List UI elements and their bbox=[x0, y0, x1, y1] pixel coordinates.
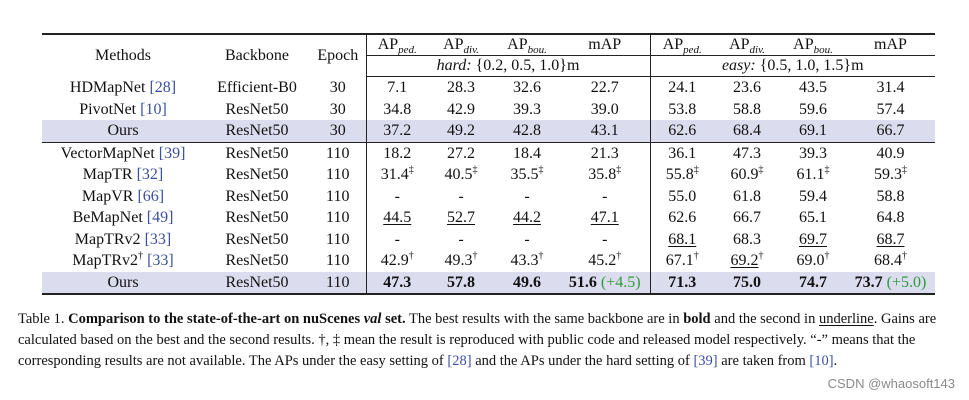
cell-backbone: ResNet50 bbox=[225, 230, 289, 248]
cell-hard-bou: 44.2 bbox=[513, 209, 541, 226]
cell-backbone: ResNet50 bbox=[225, 252, 289, 269]
cell-easy-ped: 55.8‡ bbox=[650, 164, 714, 186]
cell-easy-bou: 65.1 bbox=[799, 209, 827, 226]
cell-epoch: 30 bbox=[310, 120, 366, 142]
watermark: CSDN @whaosoft143 bbox=[827, 376, 955, 391]
cell-hard-div: 42.9 bbox=[447, 100, 475, 118]
cell-epoch: 110 bbox=[326, 166, 350, 183]
cell-hard-map: 35.8‡ bbox=[588, 164, 622, 183]
cell-method: Ours bbox=[42, 272, 204, 295]
col-methods: Methods bbox=[42, 34, 204, 77]
cell-easy-div: 60.9‡ bbox=[730, 164, 764, 183]
table-row bbox=[42, 99, 935, 121]
col-easy-ap-ped: $AP_{ped.}$ bbox=[650, 34, 714, 56]
citation-link[interactable]: [39] bbox=[158, 144, 186, 162]
table-row bbox=[42, 164, 935, 186]
cell-hard-map: 47.1 bbox=[590, 209, 619, 226]
cell-method: PivotNet [10] bbox=[79, 100, 167, 118]
cell-easy-div: 23.6 bbox=[733, 79, 761, 96]
col-backbone: Backbone bbox=[204, 34, 310, 77]
table-caption: Table 1. Comparison to the state-of-the-art on nuScenes val set. The best results with the same backbone are in bold and the second in underline. Gains are calculated based on the best and the second results. †, ‡ mean the result is reproduced with public code and released model respectively. “-” means that the corresponding results are not available. The APs under the easy setting of [28] and the APs under the hard setting of [39] are taken from [10]. bbox=[18, 311, 937, 369]
cell-hard-bou: 39.3 bbox=[513, 100, 541, 118]
cell-hard-ped: 31.4‡ bbox=[366, 164, 428, 186]
cell-hard-map: 45.2† bbox=[588, 250, 622, 269]
gain-value: (+5.0) bbox=[886, 273, 927, 291]
cell-easy-ped: 67.1† bbox=[650, 250, 714, 272]
cell-method: MapTR [32] bbox=[82, 166, 164, 183]
cell-hard-bou: 49.6 bbox=[494, 272, 560, 295]
cell-method: MapVR [66] bbox=[81, 187, 165, 205]
easy-setting-label: easy: {0.5, 1.0, 1.5}m bbox=[650, 56, 935, 77]
ref-link[interactable]: [39] bbox=[693, 353, 718, 369]
cell-backbone: ResNet50 bbox=[225, 100, 289, 118]
table-row bbox=[42, 207, 935, 229]
cell-hard-bou: 35.5‡ bbox=[510, 164, 544, 183]
cell-method: VectorMapNet [39] bbox=[42, 142, 204, 164]
cell-easy-map: 68.4† bbox=[874, 250, 907, 269]
cell-easy-bou: 61.1‡ bbox=[796, 164, 830, 183]
cell-hard-div: 40.5‡ bbox=[444, 164, 478, 183]
cell-easy-bou: 69.0† bbox=[796, 250, 830, 269]
table-row bbox=[42, 250, 935, 272]
cell-hard-bou: - bbox=[524, 230, 530, 248]
cell-hard-ped: 37.2 bbox=[366, 120, 428, 142]
cell-easy-map: 58.8 bbox=[876, 187, 905, 205]
cell-easy-map: 64.8 bbox=[876, 209, 905, 226]
col-epoch: Epoch bbox=[310, 34, 366, 77]
cell-epoch: 110 bbox=[310, 272, 366, 295]
cell-hard-ped: 7.1 bbox=[366, 77, 428, 99]
citation-link[interactable]: [33] bbox=[147, 252, 174, 269]
table-row bbox=[42, 229, 935, 251]
cell-method: MapTRv2 [33] bbox=[74, 230, 172, 248]
ref-link[interactable]: [28] bbox=[447, 353, 472, 369]
cell-epoch: 110 bbox=[326, 209, 350, 226]
cell-epoch: 110 bbox=[326, 230, 350, 248]
table-row bbox=[42, 120, 935, 142]
cell-hard-div: 28.3 bbox=[447, 79, 475, 96]
cell-easy-bou: 69.1 bbox=[780, 120, 846, 142]
cell-easy-div: 66.7 bbox=[733, 209, 761, 226]
citation-link[interactable]: [33] bbox=[144, 230, 172, 248]
cell-easy-ped: 55.0 bbox=[650, 186, 714, 208]
cell-easy-ped: 62.6 bbox=[650, 120, 714, 142]
cell-hard-map: 51.6 (+4.5) bbox=[560, 272, 650, 295]
cell-easy-map: 57.4 bbox=[876, 100, 905, 118]
cell-easy-map: 31.4 bbox=[876, 79, 905, 96]
cell-easy-bou: 39.3 bbox=[780, 142, 846, 164]
cell-easy-div: 58.8 bbox=[733, 100, 761, 118]
cell-easy-div: 61.8 bbox=[733, 187, 761, 205]
table-row bbox=[42, 186, 935, 208]
cell-epoch: 30 bbox=[329, 100, 346, 118]
cell-hard-map: 39.0 bbox=[590, 100, 619, 118]
cell-hard-map: - bbox=[602, 187, 608, 205]
cell-easy-bou: 43.5 bbox=[799, 79, 827, 96]
cell-epoch: 30 bbox=[329, 78, 346, 96]
citation-link[interactable]: [49] bbox=[146, 209, 174, 226]
cell-hard-div: - bbox=[458, 187, 464, 205]
cell-hard-ped: 34.8 bbox=[366, 99, 428, 121]
cell-hard-map: 43.1 bbox=[560, 120, 650, 142]
cell-hard-bou: 42.8 bbox=[494, 120, 560, 142]
cell-hard-div: 49.2 bbox=[428, 120, 494, 142]
cell-hard-div: 52.7 bbox=[447, 209, 475, 226]
col-hard-ap-bou: $AP_{bou.}$ bbox=[494, 34, 560, 56]
cell-easy-div: 68.4 bbox=[714, 120, 780, 142]
cell-backbone: ResNet50 bbox=[204, 272, 310, 295]
cell-easy-ped: 62.6 bbox=[650, 207, 714, 229]
cell-backbone: ResNet50 bbox=[225, 209, 289, 226]
cell-hard-ped: - bbox=[366, 186, 428, 208]
col-hard-map: mAP bbox=[560, 34, 650, 56]
citation-link[interactable]: [66] bbox=[137, 187, 165, 205]
cell-hard-ped: 42.9† bbox=[366, 250, 428, 272]
citation-link[interactable]: [28] bbox=[149, 78, 177, 96]
cell-easy-map: 59.3‡ bbox=[874, 164, 907, 183]
cell-easy-div: 75.0 bbox=[714, 272, 780, 295]
cell-backbone: ResNet50 bbox=[204, 120, 310, 142]
cell-easy-bou: 69.7 bbox=[799, 230, 827, 248]
cell-easy-div: 68.3 bbox=[733, 230, 761, 248]
col-easy-ap-div: $AP_{div.}$ bbox=[714, 34, 780, 56]
col-hard-ap-div: $AP_{div.}$ bbox=[428, 34, 494, 56]
cell-hard-bou: 43.3† bbox=[510, 250, 544, 269]
table-body bbox=[42, 77, 935, 295]
cell-easy-ped: 68.1 bbox=[650, 229, 714, 251]
cell-backbone: ResNet50 bbox=[204, 142, 310, 164]
cell-method: Ours bbox=[42, 120, 204, 142]
header-row bbox=[42, 34, 935, 56]
cell-epoch: 110 bbox=[310, 142, 366, 164]
cell-epoch: 110 bbox=[326, 187, 350, 205]
cell-method: BeMapNet [49] bbox=[72, 209, 174, 226]
table-row bbox=[42, 272, 935, 295]
cell-hard-ped: 44.5 bbox=[366, 207, 428, 229]
cell-easy-ped: 53.8 bbox=[650, 99, 714, 121]
cell-hard-ped: - bbox=[366, 229, 428, 251]
ref-link[interactable]: [10] bbox=[809, 353, 834, 369]
cell-easy-div: 69.2† bbox=[730, 250, 764, 269]
cell-backbone: ResNet50 bbox=[225, 187, 289, 205]
cell-easy-map: 66.7 bbox=[846, 120, 935, 142]
cell-easy-ped: 36.1 bbox=[650, 142, 714, 164]
cell-easy-map: 68.7 bbox=[876, 230, 905, 248]
cell-method: HDMapNet [28] bbox=[69, 78, 177, 96]
col-easy-ap-bou: $AP_{bou.}$ bbox=[780, 34, 846, 56]
table-row bbox=[42, 142, 935, 164]
cell-hard-bou: 18.4 bbox=[494, 142, 560, 164]
cell-hard-div: 27.2 bbox=[428, 142, 494, 164]
cell-backbone: ResNet50 bbox=[225, 166, 289, 183]
table-row bbox=[42, 77, 935, 99]
cell-hard-map: - bbox=[602, 230, 608, 248]
cell-hard-ped: 47.3 bbox=[366, 272, 428, 295]
cell-hard-bou: 32.6 bbox=[513, 79, 541, 96]
cell-easy-ped: 24.1 bbox=[650, 77, 714, 99]
cell-hard-div: - bbox=[458, 230, 464, 248]
citation-link[interactable]: [32] bbox=[136, 166, 164, 183]
citation-link[interactable]: [10] bbox=[140, 100, 167, 118]
cell-hard-map: 21.3 bbox=[560, 142, 650, 164]
cell-epoch: 110 bbox=[326, 252, 350, 269]
cell-easy-div: 47.3 bbox=[714, 142, 780, 164]
caption-label: Table 1. bbox=[18, 311, 65, 327]
cell-easy-bou: 59.4 bbox=[799, 187, 827, 205]
cell-hard-ped: 18.2 bbox=[366, 142, 428, 164]
cell-method: MapTRv2† [33] bbox=[72, 250, 174, 269]
cell-easy-map: 40.9 bbox=[846, 142, 935, 164]
cell-hard-bou: - bbox=[524, 187, 530, 205]
cell-hard-div: 57.8 bbox=[428, 272, 494, 295]
cell-easy-bou: 59.6 bbox=[799, 100, 827, 118]
cell-easy-bou: 74.7 bbox=[780, 272, 846, 295]
col-hard-ap-ped: $AP_{ped.}$ bbox=[366, 34, 428, 56]
cell-easy-ped: 71.3 bbox=[650, 272, 714, 295]
caption-title: Comparison to the state-of-the-art on nuScenes val set. bbox=[68, 311, 406, 327]
hard-setting-label: hard: {0.2, 0.5, 1.0}m bbox=[366, 56, 650, 77]
cell-easy-map: 73.7 (+5.0) bbox=[846, 272, 935, 295]
col-easy-map: mAP bbox=[846, 34, 935, 56]
cell-hard-div: 49.3† bbox=[444, 250, 478, 269]
comparison-table bbox=[42, 33, 935, 295]
gain-value: (+4.5) bbox=[600, 273, 641, 291]
cell-backbone: Efficient-B0 bbox=[217, 78, 297, 96]
cell-hard-map: 22.7 bbox=[590, 79, 619, 96]
